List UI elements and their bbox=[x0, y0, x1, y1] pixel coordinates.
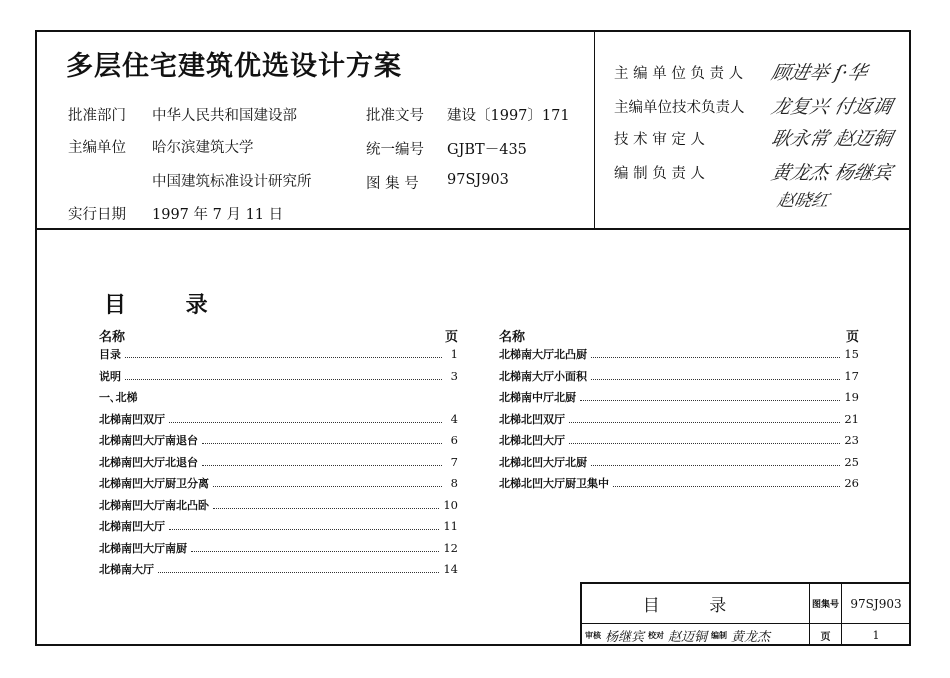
toc-title: 目 录 bbox=[104, 293, 234, 318]
unified-no-value: GJBT－435 bbox=[447, 142, 527, 158]
toc-entry-name: 北梯北凹大厅 bbox=[499, 434, 565, 447]
toc-entry-page: 25 bbox=[844, 454, 859, 469]
toc-entry-page: 14 bbox=[443, 562, 458, 576]
toc-entry-page: 10 bbox=[443, 497, 458, 512]
signature-technical: 龙复兴 付返调 bbox=[769, 96, 895, 118]
header-divider bbox=[35, 228, 911, 230]
toc-page-header: 页 bbox=[845, 330, 859, 345]
toc-entry bbox=[99, 454, 458, 476]
toc-leader-dots bbox=[125, 356, 442, 358]
responsible-label-technical: 主编单位技术负责人 bbox=[614, 100, 745, 116]
toc-entry bbox=[499, 389, 859, 411]
toc-entry-name: 北梯南中厅北厨 bbox=[499, 391, 576, 404]
approval-doc-value: 建设〔1997〕171 bbox=[447, 108, 570, 124]
check-label: 校对 bbox=[648, 629, 665, 640]
title-block-atlas-value: 97SJ903 bbox=[842, 584, 911, 624]
toc-entry-name: 一､北梯 bbox=[99, 391, 138, 404]
toc-entry-name: 北梯南大厅小面积 bbox=[499, 369, 587, 383]
title-block bbox=[580, 582, 911, 646]
toc-entry-name: 北梯北凹大厅北厨 bbox=[499, 455, 587, 469]
toc-entry-page: 12 bbox=[443, 540, 458, 555]
toc-header bbox=[99, 326, 458, 346]
toc-entry-name: 目录 bbox=[99, 348, 121, 361]
toc-entry-name: 北梯北凹双厅 bbox=[499, 412, 565, 426]
toc-leader-dots bbox=[142, 400, 443, 401]
approval-dept-label: 批准部门 bbox=[68, 108, 126, 124]
effective-date-value: 1997 年 7 月 11 日 bbox=[152, 207, 284, 223]
check-signature: 赵迈铜 bbox=[668, 629, 708, 645]
signature-chief-unit: 顾进举 ſ·华 bbox=[769, 62, 870, 84]
toc-entry bbox=[99, 432, 458, 454]
title-block-page-value: 1 bbox=[842, 624, 911, 646]
draw-signature: 黄龙杰 bbox=[731, 629, 771, 645]
toc-entry-name: 北梯北凹大厅厨卫集中 bbox=[499, 477, 609, 490]
toc-entry-name: 北梯南大厅 bbox=[99, 563, 154, 576]
toc-leader-dots bbox=[591, 464, 840, 466]
toc-entry-page: 17 bbox=[844, 368, 859, 383]
toc-entry-name: 北梯南凹双厅 bbox=[99, 412, 165, 426]
toc-leader-dots bbox=[591, 378, 840, 380]
toc-entry-name: 北梯南凹大厅厨卫分离 bbox=[99, 477, 209, 490]
toc-entry-page: 7 bbox=[450, 454, 458, 469]
draw-label: 编制 bbox=[711, 629, 728, 640]
toc-entry bbox=[499, 346, 859, 368]
toc-entry-name: 北梯南凹大厅南北凸卧 bbox=[99, 498, 209, 512]
toc-name-header: 名称 bbox=[99, 330, 126, 345]
toc-entry-page: 19 bbox=[844, 390, 859, 404]
toc-header bbox=[499, 326, 859, 346]
toc-entry bbox=[499, 454, 859, 476]
title-block-page-label: 页 bbox=[810, 624, 842, 646]
toc-leader-dots bbox=[191, 550, 439, 552]
toc-entry-page: 11 bbox=[443, 519, 458, 533]
toc-entry-page: 23 bbox=[844, 433, 859, 447]
toc-entry-name: 北梯南凹大厅南退台 bbox=[99, 434, 198, 447]
toc-leader-dots bbox=[569, 442, 840, 444]
toc-leader-dots bbox=[202, 464, 442, 466]
effective-date-label: 实行日期 bbox=[68, 207, 126, 223]
toc-entry-page: 26 bbox=[844, 476, 859, 490]
toc-entry-name: 说明 bbox=[99, 369, 121, 383]
toc-entry-name: 北梯南凹大厅南厨 bbox=[99, 541, 187, 555]
toc-column-right bbox=[499, 326, 859, 497]
toc-name-header: 名称 bbox=[499, 330, 526, 345]
toc-page-header: 页 bbox=[444, 330, 458, 345]
title-block-atlas-label: 图集号 bbox=[810, 584, 842, 624]
signature-extra: 赵晓红 bbox=[775, 191, 831, 211]
toc-entry-page: 4 bbox=[450, 411, 458, 426]
responsible-label-review: 技 术 审 定 人 bbox=[614, 132, 705, 148]
toc-leader-dots bbox=[613, 485, 840, 487]
toc-entry bbox=[499, 368, 859, 390]
toc-entry bbox=[99, 368, 458, 390]
signature-compile: 黄龙杰 杨继宾 bbox=[769, 162, 895, 184]
responsible-label-chief-unit: 主 编 单 位 负 责 人 bbox=[614, 66, 744, 82]
toc-column-left bbox=[99, 326, 458, 583]
toc-leader-dots bbox=[158, 571, 439, 573]
approval-dept-value: 中华人民共和国建设部 bbox=[152, 108, 297, 124]
toc-entry-name: 北梯南大厅北凸厨 bbox=[499, 348, 587, 361]
toc-entry bbox=[99, 518, 458, 540]
toc-leader-dots bbox=[202, 442, 442, 444]
signature-review: 耿永常 赵迈铜 bbox=[769, 128, 895, 150]
responsible-label-compile: 编 制 负 责 人 bbox=[614, 166, 705, 182]
toc-entry bbox=[99, 497, 458, 519]
toc-entry-page: 15 bbox=[844, 347, 859, 361]
toc-leader-dots bbox=[591, 356, 840, 358]
toc-entry bbox=[99, 389, 458, 411]
toc-entry bbox=[99, 411, 458, 433]
approval-doc-label: 批准文号 bbox=[366, 108, 424, 124]
document-title: 多层住宅建筑优选设计方案 bbox=[66, 51, 402, 82]
toc-entry bbox=[99, 540, 458, 562]
toc-entry-page: 21 bbox=[844, 411, 859, 426]
toc-leader-dots bbox=[569, 421, 840, 423]
toc-entry bbox=[99, 561, 458, 583]
chief-unit-label: 主编单位 bbox=[68, 140, 126, 156]
unified-no-label: 统一编号 bbox=[366, 142, 424, 158]
atlas-no-label: 图 集 号 bbox=[366, 176, 419, 192]
toc-entry-page: 1 bbox=[450, 347, 458, 361]
review-signature: 杨继宾 bbox=[605, 629, 645, 645]
toc-leader-dots bbox=[213, 485, 442, 487]
title-block-signatures bbox=[582, 624, 810, 646]
toc-leader-dots bbox=[169, 528, 439, 530]
toc-entry-name: 北梯南凹大厅 bbox=[99, 520, 165, 533]
toc-entry bbox=[499, 432, 859, 454]
toc-leader-dots bbox=[169, 421, 442, 423]
toc-leader-dots bbox=[580, 399, 840, 401]
toc-entry bbox=[499, 411, 859, 433]
review-label: 审核 bbox=[585, 629, 601, 640]
toc-entry-page: 8 bbox=[450, 476, 458, 490]
title-block-name: 目 录 bbox=[582, 584, 810, 624]
toc-entry-page: 3 bbox=[450, 368, 458, 383]
toc-entry bbox=[499, 475, 859, 497]
toc-entry-name: 北梯南凹大厅北退台 bbox=[99, 455, 198, 469]
toc-entry bbox=[99, 475, 458, 497]
toc-leader-dots bbox=[213, 507, 439, 509]
header-vertical-divider bbox=[594, 30, 595, 228]
toc-leader-dots bbox=[125, 378, 442, 380]
atlas-no-value: 97SJ903 bbox=[447, 172, 509, 188]
toc-entry bbox=[99, 346, 458, 368]
chief-unit-value-1: 哈尔滨建筑大学 bbox=[152, 140, 254, 156]
chief-unit-value-2: 中国建筑标准设计研究所 bbox=[152, 174, 312, 190]
toc-entry-page: 6 bbox=[450, 433, 458, 447]
